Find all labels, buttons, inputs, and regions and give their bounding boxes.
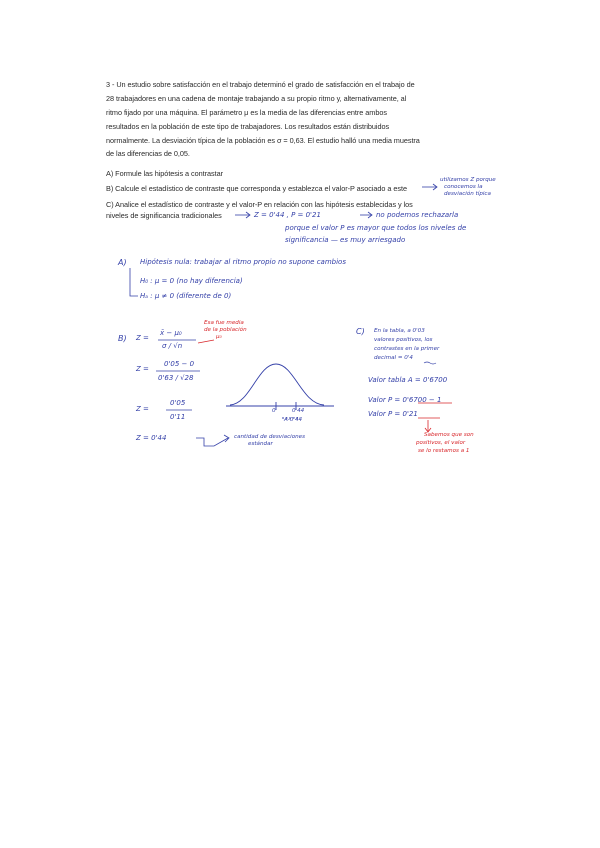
curve-tick-zero: 0 <box>272 408 276 414</box>
c-red-note-3: se lo restamos a 1 <box>418 448 470 454</box>
z-formula-left: Z = <box>136 334 149 342</box>
problem-line-1: 3 - Un estudio sobre satisfacción en el trabajo determinó el grado de satisfacción en el trabajo de <box>106 80 415 89</box>
squiggle-icon <box>424 362 436 364</box>
question-c-line-2: niveles de significancia tradicionales <box>106 211 222 220</box>
arrow-result-icon <box>360 212 372 218</box>
c-result-line-2: porque el valor P es mayor que todos los niveles de <box>285 224 467 232</box>
problem-line-5: normalmente. La desviación típica de la población es σ = 0,63. El estudio halló una media muestra <box>106 136 420 145</box>
question-a: A) Formule las hipótesis a contrastar <box>106 169 223 178</box>
z-formula-denominator: σ / √n <box>162 342 183 350</box>
c-note-4: decimal = 0'4 <box>374 355 413 361</box>
a-null-description: Hipótesis nula: trabajar al ritmo propio no supone cambios <box>140 258 346 266</box>
question-b: B) Calcule el estadístico de contraste que corresponda y establezca el valor-P asociado a este <box>106 184 407 193</box>
z-final-note-2: estándar <box>248 441 273 447</box>
problem-line-4: resultados en la población de este tipo de trabajadores. Los resultados están distribuidos <box>106 122 390 131</box>
c-red-note-2: positivos, el valor <box>416 440 466 446</box>
c-result-line-3: significancia — es muy arriesgado <box>285 236 406 244</box>
z-formula-numerator: x̄ − μ₀ <box>160 329 182 337</box>
h0-hypothesis: H₀ : μ = 0 (no hay diferencia) <box>140 277 243 285</box>
z-final-note-1: cantidad de desviaciones <box>234 434 306 440</box>
problem-line-3: ritmo fijado por una máquina. El parámetro μ es la media de las diferencias entre ambos <box>106 108 387 117</box>
c-p-value: Valor P = 0'21 <box>368 410 418 418</box>
b-side-note-1: utilizamos Z porque <box>440 177 496 183</box>
normal-curve-icon <box>226 364 334 418</box>
c-note-3: contrastes en la primer <box>374 346 440 352</box>
c-result-line: Z = 0'44 , P = 0'21 <box>254 211 321 219</box>
c-red-note-1: Sabemos que son <box>424 432 474 438</box>
z-sub-denominator: 0'63 / √28 <box>158 374 194 382</box>
ha-hypothesis: Hₐ : μ ≠ 0 (diferente de 0) <box>140 292 232 300</box>
a-label: A) <box>118 258 127 267</box>
z-final-arrow-icon <box>196 435 229 446</box>
z-sub-numerator: 0'05 − 0 <box>164 360 195 368</box>
hypothesis-bracket-icon <box>130 268 138 296</box>
question-c-line-1: C) Analice el estadístico de contraste y el valor-P en relación con las hipótesis establecidas y los <box>106 200 413 209</box>
z-step-denominator: 0'11 <box>170 413 186 421</box>
problem-line-2: 28 trabajadores en una cadena de montaje trabajando a su propio ritmo y, alternativamente, al <box>106 94 407 103</box>
red-note-2: de la población <box>204 327 247 333</box>
arrow-b-icon <box>422 184 437 190</box>
problem-line-6: de las diferencias de 0,05. <box>106 149 190 158</box>
arrow-c-icon <box>235 212 250 218</box>
c-note-2: valores positivos, los <box>374 337 433 343</box>
red-note-3: μ₀ <box>216 334 222 340</box>
c-table-value: Valor tabla A = 0'6700 <box>368 376 448 384</box>
c-p-value-calc: Valor P = 0'6700 − 1 <box>368 396 442 404</box>
b-side-note-3: desviación típica <box>444 191 491 197</box>
c-note-1: En la tabla, a 0'03 <box>374 328 425 334</box>
z-final: Z = 0'44 <box>136 434 167 442</box>
c-red-arrow-icon <box>418 403 452 432</box>
curve-area-label: A-0'44 <box>284 417 303 423</box>
c-label: C) <box>356 327 365 336</box>
red-arrow-icon <box>198 340 214 343</box>
b-side-note-2: conocemos la <box>444 184 483 190</box>
b-label: B) <box>118 334 127 343</box>
curve-tick-z: 0'44 <box>292 408 305 414</box>
z-step-left: Z = <box>136 405 149 413</box>
red-note-1: Esa fue media <box>204 320 244 326</box>
c-result-note: no podemos rechazarla <box>376 211 459 219</box>
z-sub-left: Z = <box>136 365 149 373</box>
z-step-numerator: 0'05 <box>170 399 186 407</box>
